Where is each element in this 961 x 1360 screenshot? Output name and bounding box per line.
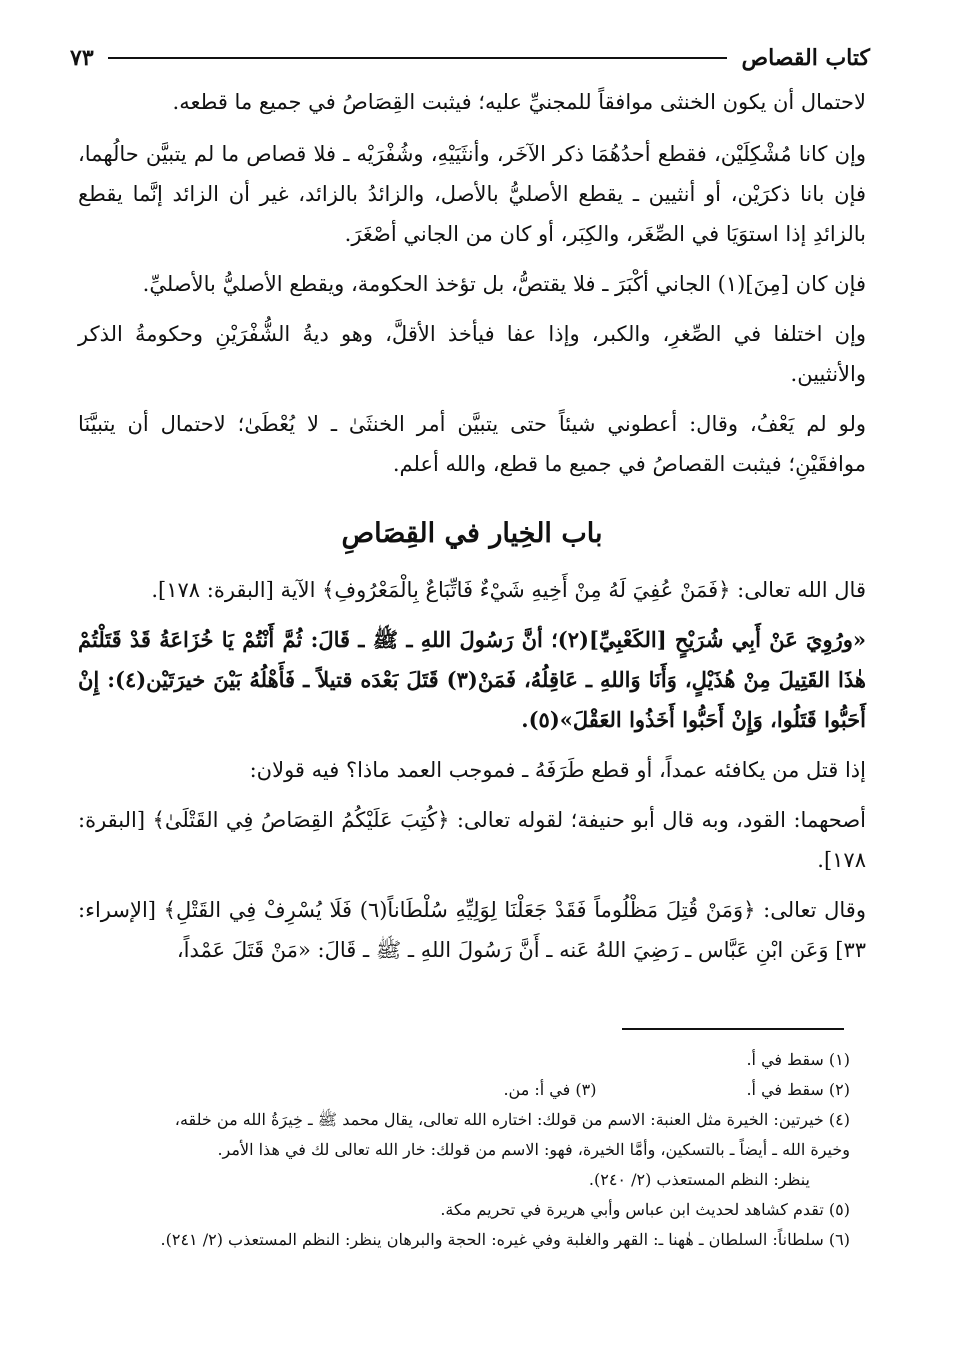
chapter-heading: باب الخِيار في القِصَاصِ bbox=[341, 518, 603, 549]
paragraph: لاحتمال أن يكون الخنثى موافقاً للمجنيِّ عليه؛ فيثبت القِصَاصُ في جميع ما قطعه. bbox=[172, 90, 866, 114]
footnote-3: (٣) في أ: من. bbox=[503, 1080, 597, 1099]
footnote-row bbox=[70, 1075, 850, 1105]
footnote-separator bbox=[622, 1028, 844, 1030]
footnote-4-line-2: وخيرة الله ـ أيضاً ـ بالتسكين، وأمَّا الخيرة، فهو: الاسم من قولك: خار الله تعالى لك في هذا الأمر. bbox=[217, 1140, 850, 1159]
paragraph: قال الله تعالى: ﴿فَمَنْ عُفِيَ لَهُ مِنْ أَخِيهِ شَيْءٌ فَاتِّبَاعٌ بِالْمَعْرُوفِ﴾ الآية [البقرة: ١٧٨]. bbox=[151, 578, 866, 602]
footnote-4-line-1: (٤) خيرتين: الخيرة مثل العنبة: الاسم من قولك: اختاره الله تعالى، يقال محمد ﷺ ـ خِيرَةُ الله من خلقه، bbox=[174, 1110, 850, 1129]
page-number: ٧٣ bbox=[70, 45, 94, 71]
paragraph: فإن كان [مِنَ](١) الجاني أكْبَرَ ـ فلا يقتصُّ، بل تؤخذ الحكومة، ويقطع الأصليُّ بالأصليِّ. bbox=[142, 272, 866, 296]
hadith-paragraph: «ورُوِيَ عَنْ أَبِي شُرَيْحٍ [الكَعْبِيِّ](٢)؛ أنَّ رَسُولَ اللهِ ـ ﷺ ـ قَالَ: ثُمَّ أَنْتُمْ يَا خُزَاعَةُ قَدْ قَتَلْتُمْ هٰذَا القَتِيلَ مِنْ هُذَيْلٍ، وَأَنَا وَاللهِ ـ عَاقِلُهُ، فَمَنْ(٣) قَتَلَ بَعْدَه قتيلاً ـ فَأَهْلُهُ بَيْنَ خيرَتَيْن(٤): إِنْ أَحَبُّوا قَتَلُوا، وَإِنْ أَحَبُّوا أَخَذُوا العَقْلَ»(٥). bbox=[78, 627, 866, 732]
book-section-title: كتاب القصاص bbox=[741, 45, 870, 71]
main-text bbox=[78, 82, 866, 980]
running-header bbox=[70, 38, 870, 78]
paragraph: وإن كانا مُشْكِلَيْن، فقطع أحدُهُمَا ذكر الآخَر، وأنثَيَيْهِ، وشُفْرَيْه ـ فلا قصاص ما لم يتبيَّن حالُهما، فإن بانا ذكرَيْن، أو أنثيين ـ يقطع الأصليُّ بالأصل، والزائدُ بالزائد، غير أن الزائد إنَّما يقطع بالزائدِ إذا استوَيَا في الصِّغَر، والكِبَر، أو كان من الجاني أصْغَرَ. bbox=[78, 142, 866, 246]
footnote-4-line-3: ينظر: النظم المستعذب (٢/ ٢٤٠). bbox=[588, 1170, 810, 1189]
footnote-1: (١) سقط في أ. bbox=[746, 1050, 850, 1069]
footnote-6: (٦) سلطاناً: السلطان ـ هٰهنا ـ: القهر والغلبة وفي غيره: الحجة والبرهان ينظر: النظم المستعذب (٢/ ٢٤١). bbox=[160, 1230, 850, 1249]
paragraph: وإن اختلفا في الصِّغرِ، والكبر، وإذا عفا فيأخذ الأقلَّ، وهو ديةُ الشُّفْرَيْنِ وحكومةُ الذكر والأنثيين. bbox=[78, 322, 866, 386]
footnote-2: (٢) سقط في أ. bbox=[746, 1080, 850, 1099]
paragraph: ولو لم يَعْفُ، وقال: أعطوني شيئاً حتى يتبيَّن أمر الخنثَىٰ ـ لا يُعْطَىٰ؛ لاحتمال أن يتبيَّنَا موافقَيْنِ؛ فيثبت القصاصُ في جميع ما قطع، والله أعلم. bbox=[78, 412, 866, 476]
footnote-5: (٥) تقدم كشاهد لحديث ابن عباس وأبي هريرة في تحريم مكة. bbox=[440, 1200, 850, 1219]
footnotes bbox=[70, 1045, 850, 1255]
paragraph: إذا قتل من يكافئه عمداً، أو قطع طَرَفَهُ ـ فموجب العمد ماذا؟ فيه قولان: bbox=[249, 758, 866, 782]
paragraph: وقال تعالى: ﴿وَمَنْ قُتِلَ مَظْلُوماً فَقَدْ جَعَلْنَا لِوَلِيِّهِ سُلْطَاناً(٦) فَلَا يُسْرِفْ فِي القَتْلِ﴾ [الإسراء: ٣٣] وَعَن ابْنِ عَبَّاس ـ رَضِيَ اللهُ عَنه ـ أَنَّ رَسُولَ اللهِ ـ ﷺ ـ قَالَ: «مَنْ قَتَلَ عَمْداً، bbox=[78, 898, 866, 962]
header-rule bbox=[108, 57, 728, 59]
paragraph: أصحهما: القود، وبه قال أبو حنيفة؛ لقوله تعالى: ﴿كُتِبَ عَلَيْكُمُ القِصَاصُ فِي القَتْلَىٰ﴾ [البقرة: ١٧٨]. bbox=[78, 808, 866, 872]
